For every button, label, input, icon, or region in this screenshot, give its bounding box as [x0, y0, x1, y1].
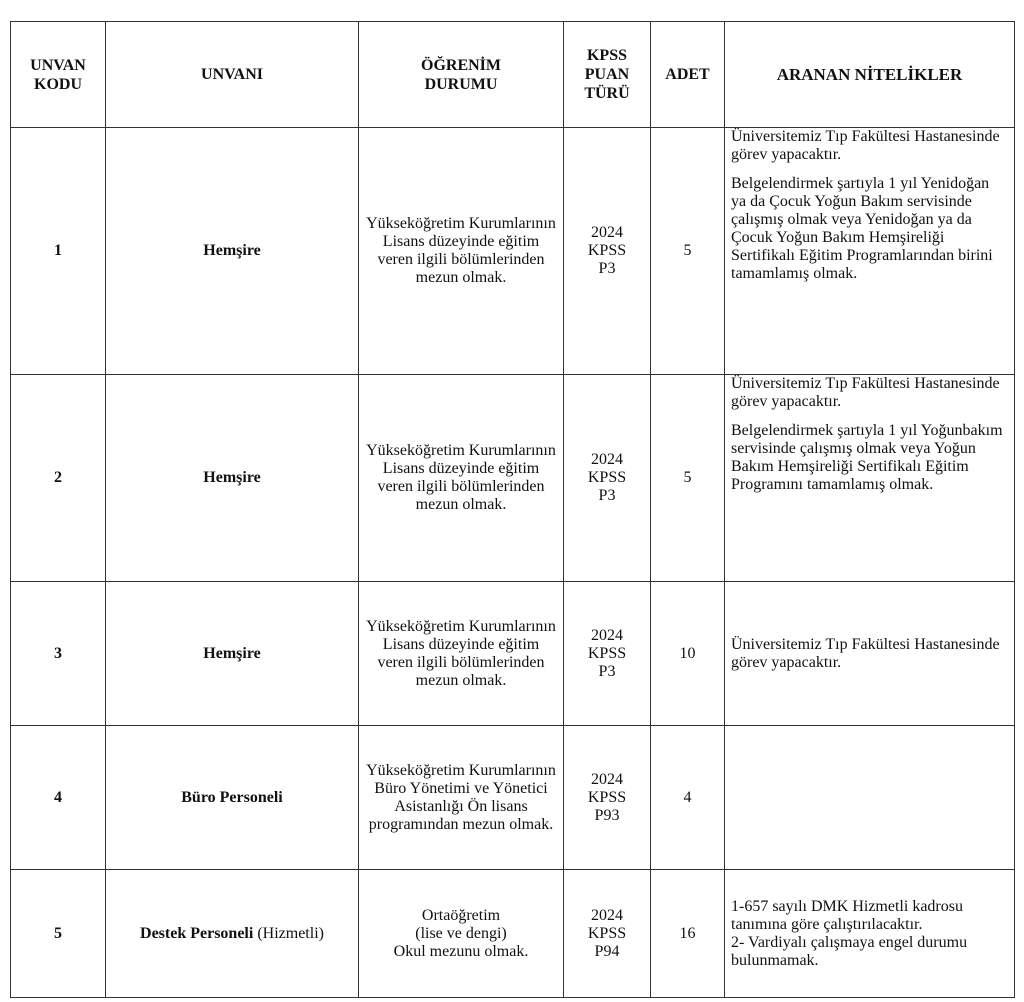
kpss-score-type — [564, 128, 651, 375]
education-line: Ortaöğretim — [421, 906, 501, 924]
requirement-text: Üniversitemiz Tıp Fakültesi Hastanesinde görev yapacaktır. — [731, 635, 1000, 671]
kpss-year: 2024 — [591, 770, 623, 788]
table-row — [11, 582, 1015, 726]
document-page — [10, 21, 1015, 998]
position-code: 3 — [11, 582, 106, 726]
position-title: Hemşire — [106, 375, 359, 582]
requirement-text: Belgelendirmek şartıyla 1 yıl Yoğunbakım servisinde çalışmış olmak veya Yoğun Bakım Hemşireliği Sertifikalı Eğitim Programını tamamlamış olmak. — [731, 422, 1003, 493]
education-line: (lise ve dengi) — [415, 924, 507, 942]
requirement-text: Üniversitemiz Tıp Fakültesi Hastanesinde görev yapacaktır. — [731, 375, 1000, 410]
position-code: 5 — [11, 870, 106, 998]
position-count: 4 — [651, 726, 725, 870]
header-title: UNVANI — [106, 22, 359, 128]
table-header-row — [11, 22, 1015, 128]
header-kpss: KPSS PUAN TÜRÜ — [564, 22, 651, 128]
position-code: 1 — [11, 128, 106, 375]
requirement-text: 1-657 sayılı DMK Hizmetli kadrosu tanımına göre çalıştırılacaktır. — [731, 897, 963, 933]
header-requirements: ARANAN NİTELİKLER — [725, 22, 1015, 128]
position-count: 5 — [651, 375, 725, 582]
requirements-cell — [725, 582, 1015, 726]
requirement-text: Belgelendirmek şartıyla 1 yıl Yenidoğan ya da Çocuk Yoğun Bakım servisinde çalışmış olmak veya Yenidoğan ya da Çocuk Yoğun Bakım Hemşireliği Sertifikalı Eğitim Programlarından birini tamamlamış olmak. — [731, 175, 993, 282]
kpss-score-type — [564, 582, 651, 726]
table-row — [11, 870, 1015, 998]
kpss-label: KPSS — [587, 242, 627, 259]
kpss-type: P94 — [594, 942, 620, 960]
position-count: 5 — [651, 128, 725, 375]
kpss-type: P3 — [598, 487, 616, 504]
education-requirement: Yükseköğretim Kurumlarının Büro Yönetimi ve Yönetici Asistanlığı Ön lisans programından mezun olmak. — [359, 726, 564, 870]
kpss-score-type — [564, 870, 651, 998]
requirements-cell — [725, 726, 1015, 870]
position-count: 10 — [651, 582, 725, 726]
kpss-year: 2024 — [591, 224, 623, 241]
requirements-cell — [725, 870, 1015, 998]
requirements-cell — [725, 128, 1015, 375]
table-row — [11, 726, 1015, 870]
position-title: Destek Personeli — [140, 924, 254, 942]
requirement-text: 2- Vardiyalı çalışmaya engel durumu bulunmamak. — [731, 933, 968, 969]
education-requirement: Yükseköğretim Kurumlarının Lisans düzeyinde eğitim veren ilgili bölümlerinden mezun olmak. — [359, 582, 564, 726]
kpss-year: 2024 — [591, 906, 623, 924]
kpss-type: P3 — [598, 662, 616, 680]
position-code: 2 — [11, 375, 106, 582]
kpss-score-type — [564, 726, 651, 870]
education-requirement: Yükseköğretim Kurumlarının Lisans düzeyinde eğitim veren ilgili bölümlerinden mezun olmak. — [359, 128, 564, 375]
positions-table — [10, 21, 1015, 998]
position-title-suffix: (Hizmetli) — [253, 924, 324, 942]
kpss-year: 2024 — [591, 626, 623, 644]
table-row — [11, 128, 1015, 375]
header-education: ÖĞRENİM DURUMU — [359, 22, 564, 128]
kpss-label: KPSS — [587, 788, 627, 806]
requirement-text: Üniversitemiz Tıp Fakültesi Hastanesinde görev yapacaktır. — [731, 128, 1000, 163]
kpss-label: KPSS — [587, 644, 627, 662]
education-requirement: Yükseköğretim Kurumlarının Lisans düzeyinde eğitim veren ilgili bölümlerinden mezun olmak. — [359, 375, 564, 582]
education-requirement — [359, 870, 564, 998]
education-line: Okul mezunu olmak. — [393, 942, 529, 960]
header-count: ADET — [651, 22, 725, 128]
kpss-type: P3 — [598, 260, 616, 277]
position-count: 16 — [651, 870, 725, 998]
kpss-year: 2024 — [591, 451, 623, 468]
kpss-label: KPSS — [587, 469, 627, 486]
kpss-label: KPSS — [587, 924, 627, 942]
position-title-cell — [106, 870, 359, 998]
requirements-cell — [725, 375, 1015, 582]
table-row — [11, 375, 1015, 582]
kpss-score-type — [564, 375, 651, 582]
kpss-type: P93 — [594, 806, 620, 824]
position-code: 4 — [11, 726, 106, 870]
position-title: Hemşire — [106, 582, 359, 726]
header-code: UNVAN KODU — [11, 22, 106, 128]
position-title: Hemşire — [106, 128, 359, 375]
position-title: Büro Personeli — [106, 726, 359, 870]
